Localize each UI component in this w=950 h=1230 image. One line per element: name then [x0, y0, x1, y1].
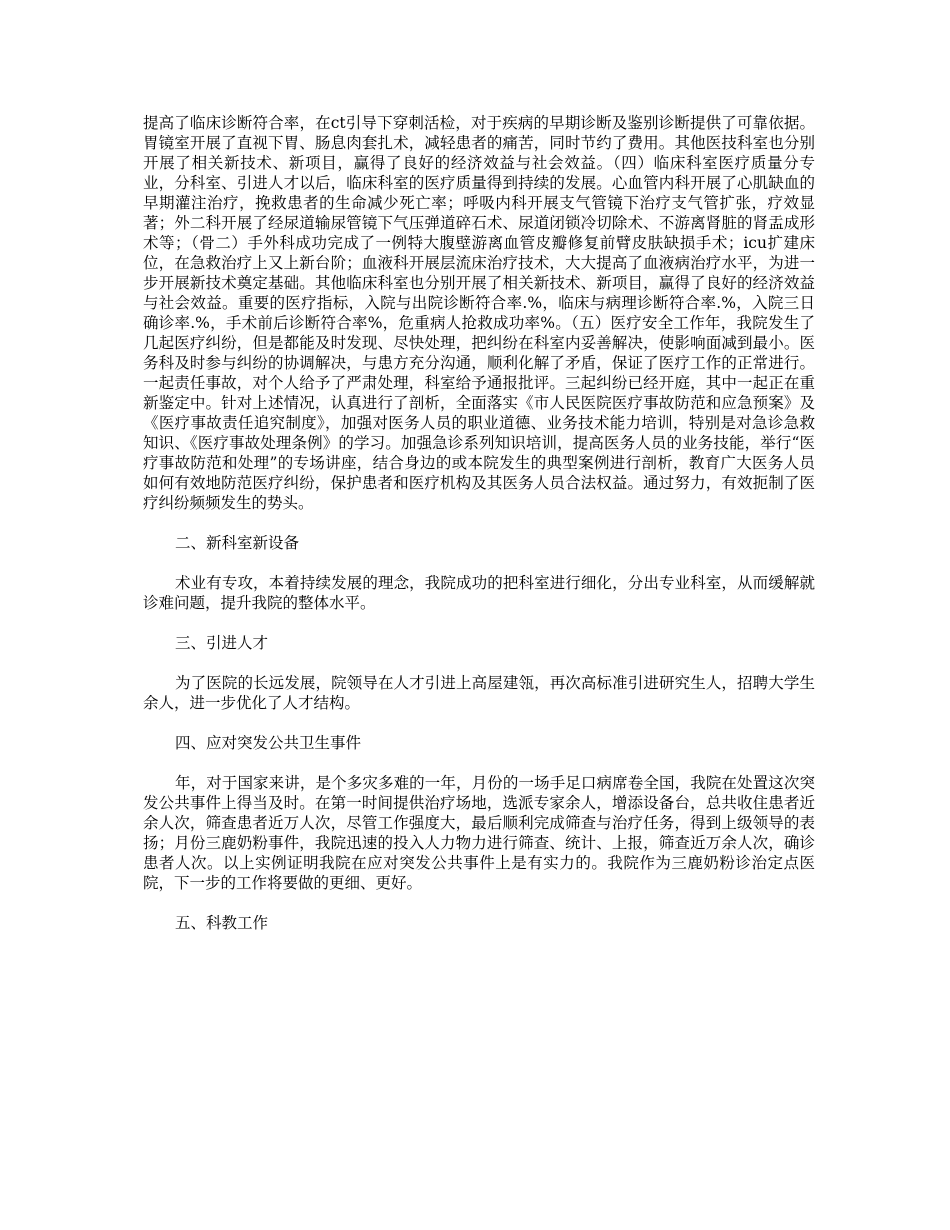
body-paragraph-3: 为了医院的长远发展，院领导在人才引进上高屋建瓴，再次高标准引进研究生人，招聘大学生余人，进一步优化了人才结构。 — [143, 674, 815, 712]
section-heading-3: 三、引进人才 — [175, 634, 269, 652]
paragraph-spacer — [143, 653, 815, 673]
paragraph-spacer — [143, 613, 815, 633]
section-heading-2: 二、新科室新设备 — [175, 534, 300, 552]
section-heading-5: 五、科教工作 — [175, 914, 269, 932]
body-paragraph-4: 年，对于国家来讲，是个多灾多难的一年，月份的一场手足口病席卷全国，我院在处置这次突发公共事件上得当及时。在第一时间提供治疗场地，选派专家余人，增添设备台，总共收住患者近余人次，筛查患者近万人次，尽管工作强度大，最后顺利完成筛查与治疗任务，得到上级领导的表扬；月份三鹿奶粉事件，我院迅速的投入人力物力进行筛查、统计、上报，筛查近万余人次，确诊患者人次。以上实例证明我院在应对突发公共事件上是有实力的。我院作为三鹿奶粉诊治定点医院，下一步的工作将要做的更细、更好。 — [143, 774, 815, 892]
paragraph-spacer — [143, 893, 815, 913]
body-paragraph-1: 提高了临床诊断符合率，在ct引导下穿刺活检，对于疾病的早期诊断及鉴别诊断提供了可靠依据。胃镜室开展了直视下胃、肠息肉套扎术，减轻患者的痛苦，同时节约了费用。其他医技科室也分别开展了相关新技术、新项目，赢得了良好的经济效益与社会效益。（四）临床科室医疗质量分专业，分科室、引进人才以后，临床科室的医疗质量得到持续的发展。心血管内科开展了心肌缺血的早期灌注治疗，挽救患者的生命减少死亡率；呼吸内科开展支气管镜下治疗支气管扩张，疗效显著；外二科开展了经尿道输尿管镜下气压弹道碎石术、尿道闭锁冷切除术、不游离肾脏的肾盂成形术等；（骨二）手外科成功完成了一例特大腹壁游离血管皮瓣修复前臂皮肤缺损手术；icu扩建床位，在急救治疗上又上新台阶；血液科开展层流床治疗技术，大大提高了血液病治疗水平，为进一步开展新技术奠定基础。其他临床科室也分别开展了相关新技术、新项目，赢得了良好的经济效益与社会效益。重要的医疗指标，入院与出院诊断符合率.%，临床与病理诊断符合率.%，入院三日确诊率.%，手术前后诊断符合率%，危重病人抢救成功率%。（五）医疗安全工作年，我院发生了几起医疗纠纷，但是都能及时发现、尽快处理，把纠纷在科室内妥善解决，使影响面减到最小。医务科及时参与纠纷的协调解决，与患方充分沟通，顺利化解了矛盾，保证了医疗工作的正常进行。一起责任事故，对个人给予了严肃处理，科室给予通报批评。三起纠纷已经开庭，其中一起正在重新鉴定中。针对上述情况，认真进行了剖析，全面落实《市人民医院医疗事故防范和应急预案》及《医疗事故责任追究制度》，加强对医务人员的职业道德、业务技术能力培训，特别是对急诊急救知识、《医疗事故处理条例》的学习。加强急诊系列知识培训，提高医务人员的业务技能，举行“医疗事故防范和处理”的专场讲座，结合身边的或本院发生的典型案例进行剖析，教育广大医务人员如何有效地防范医疗纠纷，保护患者和医疗机构及其医务人员合法权益。通过努力，有效扼制了医疗纠纷频频发生的势头。 — [143, 114, 815, 512]
paragraph-spacer — [143, 513, 815, 533]
section-heading-4: 四、应对突发公共卫生事件 — [175, 734, 362, 752]
document-body — [143, 113, 815, 933]
paragraph-spacer — [143, 753, 815, 773]
paragraph-spacer — [143, 713, 815, 733]
body-paragraph-2: 术业有专攻，本着持续发展的理念，我院成功的把科室进行细化，分出专业科室，从而缓解就诊难问题，提升我院的整体水平。 — [143, 574, 815, 612]
paragraph-spacer — [143, 553, 815, 573]
